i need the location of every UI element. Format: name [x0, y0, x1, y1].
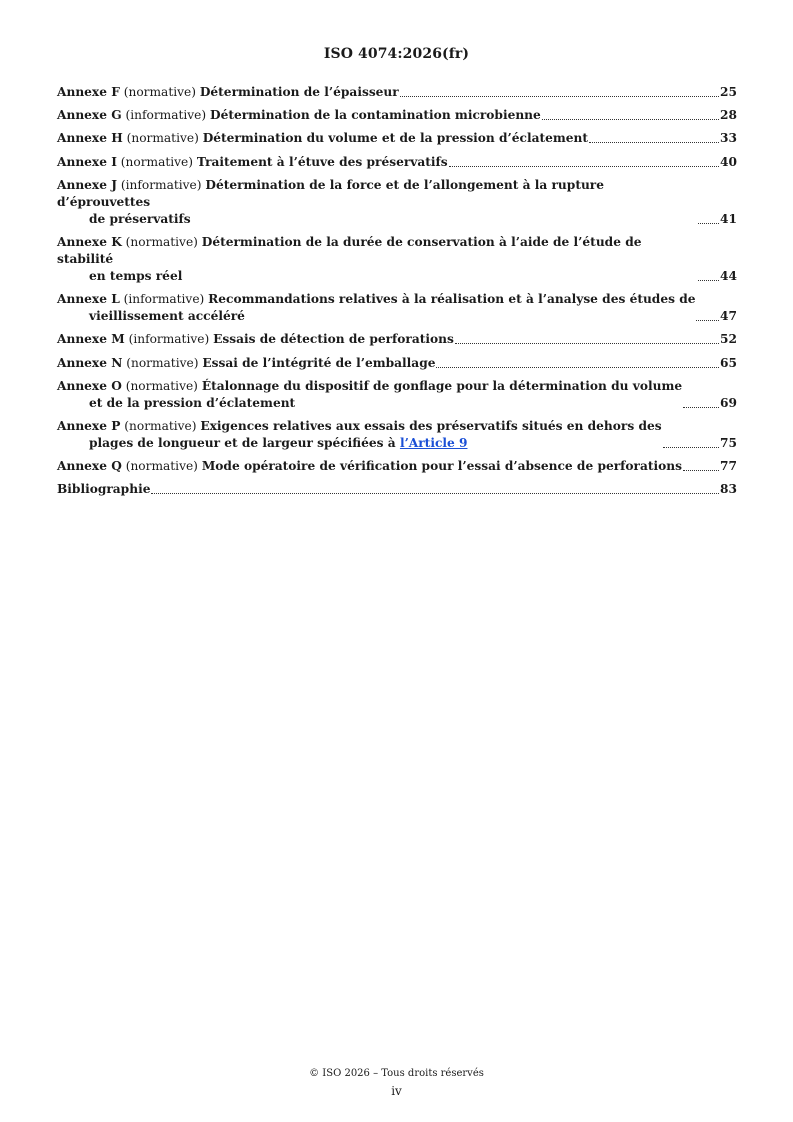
dot-leader — [683, 406, 719, 408]
toc-entry-annex-o[interactable] — [57, 378, 737, 412]
annex-type: (informative) — [125, 108, 207, 123]
annex-type: (normative) — [120, 154, 194, 169]
toc-entry-text — [57, 355, 435, 372]
annex-label: Annexe G — [57, 108, 122, 123]
annex-type: (normative) — [123, 85, 196, 99]
toc-entry-annex-n[interactable] — [57, 355, 737, 372]
dot-leader — [542, 118, 719, 120]
page-number: 77 — [720, 459, 737, 474]
dot-leader — [698, 222, 719, 224]
toc-entry-annex-q[interactable] — [57, 458, 737, 475]
toc-entry-text — [57, 177, 697, 228]
page-number: 47 — [720, 309, 737, 324]
annex-type: (normative) — [125, 459, 198, 474]
page-number: 41 — [720, 211, 737, 226]
annex-title-continuation: vieillissement accéléré — [89, 309, 245, 324]
annex-label: Annexe P — [57, 418, 121, 433]
toc-entry-text — [57, 331, 454, 348]
page-number: 44 — [720, 268, 737, 283]
page-number: 52 — [720, 332, 737, 347]
annex-label: Annexe M — [57, 332, 125, 347]
toc-entry-annex-l[interactable] — [57, 291, 737, 325]
annex-label: Annexe N — [57, 355, 123, 370]
annex-title: Mode opératoire de vérification pour l’essai d’absence de perforations — [201, 459, 682, 474]
toc-entry-annex-i[interactable] — [57, 154, 737, 171]
page-number: 83 — [720, 482, 737, 497]
annex-title: Détermination de la durée de conservation à l’aide de l’étude de stabilité — [57, 234, 642, 266]
page-number: 69 — [720, 395, 737, 410]
annex-label: Annexe L — [57, 292, 120, 307]
toc-entry-annex-f[interactable] — [57, 84, 737, 101]
annex-title: Essai de l’intégrité de l’emballage — [202, 355, 436, 370]
toc-entry-bibliography[interactable] — [57, 481, 737, 498]
dot-leader — [436, 366, 719, 368]
toc-entry-annex-g[interactable] — [57, 107, 737, 124]
annex-label: Annexe Q — [57, 459, 122, 474]
annex-label: Annexe H — [57, 131, 123, 146]
annex-title: Étalonnage du dispositif de gonflage pour la détermination du volume — [201, 378, 683, 393]
annex-type: (normative) — [125, 378, 198, 393]
article-9-link[interactable]: l’Article 9 — [399, 435, 468, 450]
toc-entry-text — [57, 458, 682, 475]
annex-type: (normative) — [126, 355, 199, 370]
annex-title-continuation-text: plages de longueur et de largeur spécifiées à — [89, 435, 396, 450]
toc-entry-text — [57, 84, 399, 101]
annex-label: Annexe I — [57, 154, 117, 169]
dot-leader — [683, 469, 719, 471]
dot-leader — [455, 342, 719, 344]
toc-entry-text — [57, 481, 150, 498]
toc-entry-text — [57, 154, 448, 171]
toc-entry-text — [57, 107, 541, 124]
table-of-contents — [57, 84, 737, 504]
dot-leader — [151, 492, 719, 494]
footer-copyright: © ISO 2026 – Tous droits réservés — [309, 1068, 484, 1079]
annex-title: Traitement à l’étuve des préservatifs — [196, 154, 448, 169]
annex-title: Recommandations relatives à la réalisation et à l’analyse des études de — [208, 292, 696, 307]
toc-entry-annex-m[interactable] — [57, 331, 737, 348]
annex-title-continuation: et de la pression d’éclatement — [89, 395, 296, 410]
dot-leader — [589, 141, 719, 143]
annex-type: (informative) — [120, 177, 202, 192]
dot-leader — [400, 95, 719, 97]
toc-entry-annex-h[interactable] — [57, 130, 737, 147]
page-number: 33 — [720, 131, 737, 146]
annex-title: Essais de détection de perforations — [213, 332, 454, 347]
page-number: 25 — [720, 85, 737, 99]
annex-title: Détermination de la contamination microbienne — [210, 108, 541, 123]
page-header: ISO 4074:2026(fr) — [323, 46, 470, 62]
annex-title: Exigences relatives aux essais des préservatifs situés en dehors des — [200, 418, 662, 433]
annex-type: (informative) — [123, 292, 205, 307]
annex-title: Détermination de la force et de l’allongement à la rupture d’éprouvettes — [57, 177, 604, 209]
annex-type: (normative) — [126, 131, 199, 146]
toc-entry-text — [57, 291, 695, 325]
footer-page-number: iv — [391, 1084, 402, 1098]
annex-type: (informative) — [128, 332, 210, 347]
annex-label: Annexe O — [57, 378, 122, 393]
page-number: 40 — [720, 154, 737, 169]
annex-type: (normative) — [125, 234, 198, 249]
annex-title-continuation — [57, 435, 662, 452]
toc-entry-text — [57, 130, 588, 147]
page-number: 75 — [720, 435, 737, 450]
toc-entry-text — [57, 418, 662, 452]
toc-entry-annex-k[interactable] — [57, 234, 737, 285]
annex-label: Annexe F — [57, 85, 120, 99]
annex-title: Détermination de l’épaisseur — [199, 85, 399, 99]
annex-title: Détermination du volume et de la pression d’éclatement — [202, 131, 589, 146]
annex-title-continuation: de préservatifs — [89, 211, 191, 226]
annex-title-continuation: en temps réel — [89, 268, 183, 283]
dot-leader — [663, 446, 719, 448]
annex-label: Annexe K — [57, 234, 122, 249]
annex-type: (normative) — [124, 418, 197, 433]
dot-leader — [696, 319, 719, 321]
annex-label: Annexe J — [57, 177, 117, 192]
dot-leader — [698, 279, 719, 281]
toc-entry-annex-j[interactable] — [57, 177, 737, 228]
bibliography-label: Bibliographie — [57, 482, 151, 497]
toc-entry-text — [57, 234, 697, 285]
page-number: 65 — [720, 355, 737, 370]
toc-entry-text — [57, 378, 682, 412]
toc-entry-annex-p[interactable] — [57, 418, 737, 452]
dot-leader — [449, 165, 719, 167]
page-number: 28 — [720, 108, 737, 123]
